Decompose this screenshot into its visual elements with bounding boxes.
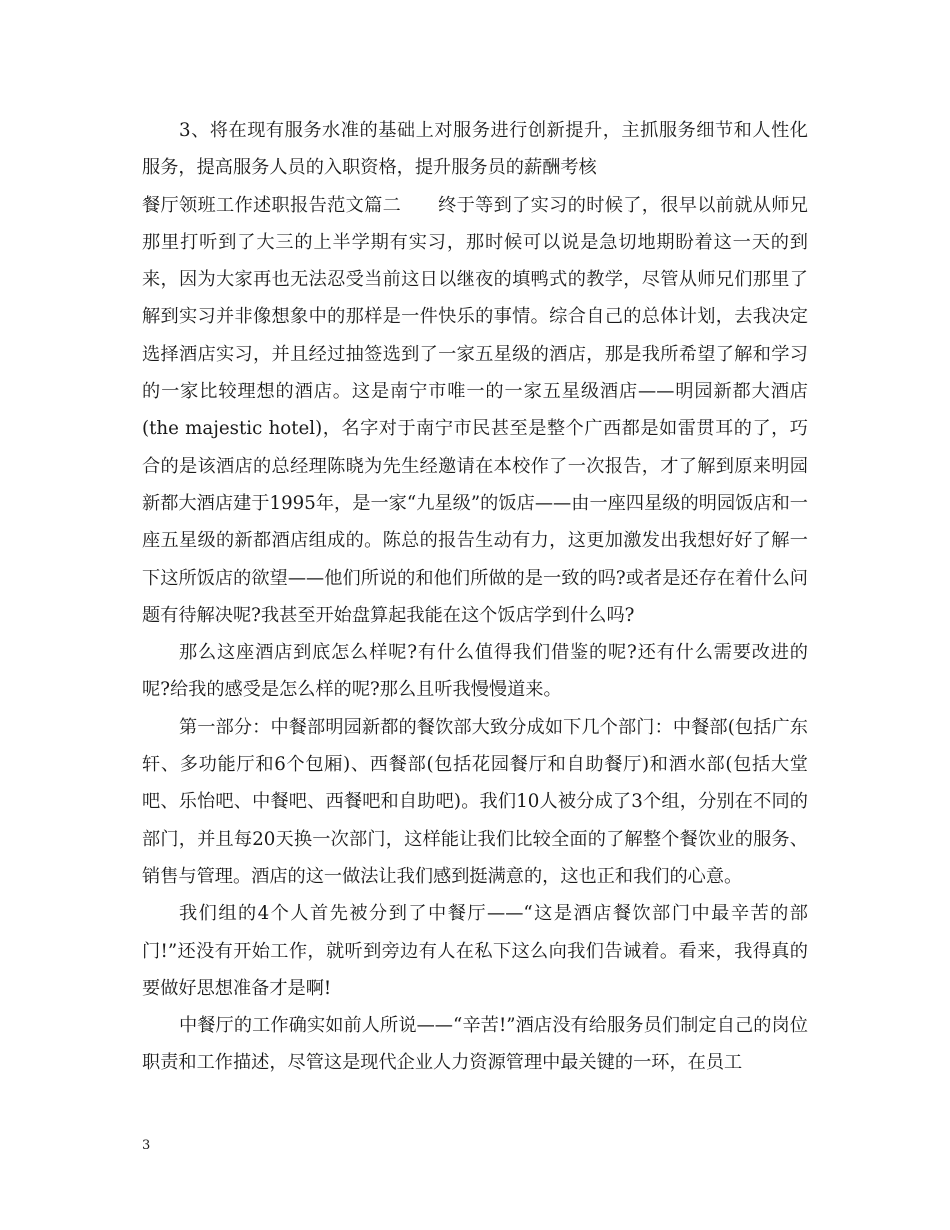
body-text: [142, 112, 808, 1082]
paragraph-work-description: 中餐厅的工作确实如前人所说——“辛苦!”酒店没有给服务员们制定自己的岗位职责和工作描述，尽管这是现代企业人力资源管理中最关键的一环，在员工: [142, 1015, 808, 1074]
paragraph-chinese-restaurant-department: 第一部分：中餐部明园新都的餐饮部大致分成如下几个部门：中餐部(包括广东轩、多功能厅和6个包厢)、西餐部(包括花园餐厅和自助餐厅)和酒水部(包括大堂吧、乐怡吧、中餐吧、西餐吧和自助吧)。我们10人被分成了3个组，分别在不同的部门，并且每20天换一次部门，这样能让我们比较全面的了解整个餐饮业的服务、销售与管理。酒店的这一做法让我们感到挺满意的，这也正和我们的心意。: [142, 716, 808, 887]
page-number: 3: [142, 1138, 151, 1153]
paragraph-service-improvement: 3、将在现有服务水准的基础上对服务进行创新提升，主抓服务细节和人性化服务，提高服务人员的入职资格，提升服务员的薪酬考核: [142, 120, 808, 179]
paragraph-internship-intro: 餐厅领班工作述职报告范文篇二 终于等到了实习的时候了，很早以前就从师兄那里打听到了大三的上半学期有实习，那时候可以说是急切地期盼着这一天的到来，因为大家再也无法忍受当前这日以继夜的填鸭式的教学，尽管从师兄们那里了解到实习并非像想象中的那样是一件快乐的事情。综合自己的总体计划，去我决定选择酒店实习，并且经过抽签选到了一家五星级的酒店，那是我所希望了解和学习的一家比较理想的酒店。这是南宁市唯一的一家五星级酒店——明园新都大酒店(the majestic hotel)，名字对于南宁市民甚至是整个广西都是如雷贯耳的了，巧合的是该酒店的总经理陈晓为先生经邀请在本校作了一次报告，才了解到原来明园新都大酒店建于1995年，是一家“九星级”的饭店——由一座四星级的明园饭店和一座五星级的新都酒店组成的。陈总的报告生动有力，这更加激发出我想好好了解一下这所饭店的欲望——他们所说的和他们所做的是一致的吗?或者是还存在着什么问题有待解决呢?我甚至开始盘算起我能在这个饭店学到什么吗?: [142, 194, 808, 626]
paragraph-hotel-question: 那么这座酒店到底怎么样呢?有什么值得我们借鉴的呢?还有什么需要改进的呢?给我的感受是怎么样的呢?那么且听我慢慢道来。: [142, 642, 808, 701]
paragraph-group-assignment: 我们组的4个人首先被分到了中餐厅——“这是酒店餐饮部门中最辛苦的部门!”还没有开始工作，就听到旁边有人在私下这么向我们告诫着。看来，我得真的要做好思想准备才是啊!: [142, 903, 808, 999]
